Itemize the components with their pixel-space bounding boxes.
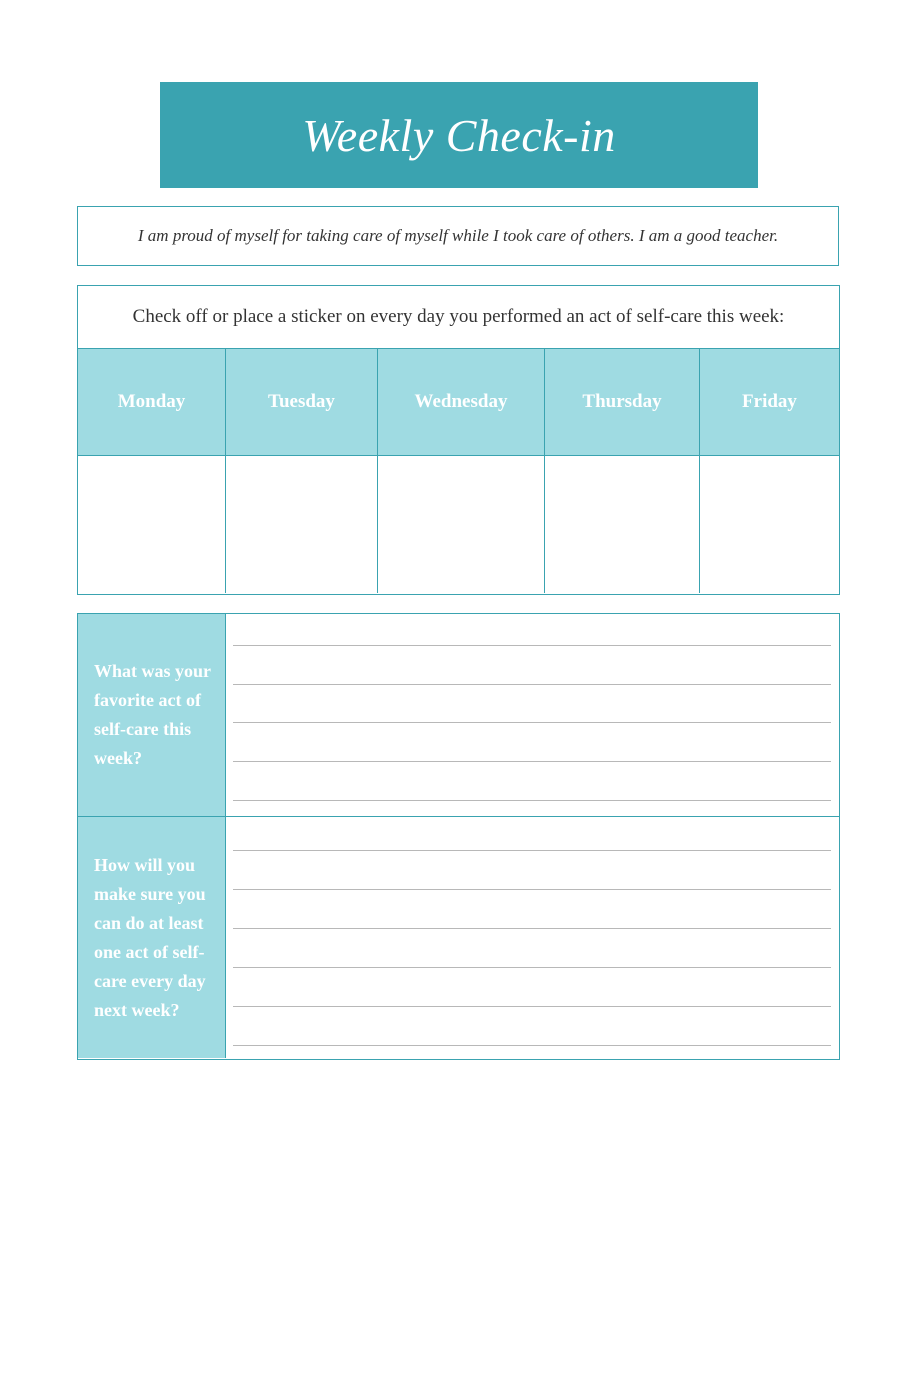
question-label xyxy=(78,614,226,816)
day-label: Thursday xyxy=(582,391,662,412)
writing-line xyxy=(233,850,831,851)
question-label xyxy=(78,817,226,1058)
question-text: How will you make sure you can do at least one act of self-care every day next week? xyxy=(94,854,206,1020)
writing-line xyxy=(233,722,831,723)
writing-line xyxy=(233,928,831,929)
day-label: Monday xyxy=(117,391,186,412)
days-checkbox-row xyxy=(78,456,839,593)
writing-line xyxy=(233,800,831,801)
answer-lines[interactable] xyxy=(226,614,839,816)
affirmation-box xyxy=(77,206,839,266)
writing-line xyxy=(233,1045,831,1046)
day-header-thursday xyxy=(545,349,700,455)
days-header-row xyxy=(78,349,839,456)
day-box-friday[interactable] xyxy=(700,456,839,593)
day-header-monday xyxy=(78,349,226,455)
writing-line xyxy=(233,645,831,646)
page-title: Weekly Check-in xyxy=(302,109,616,161)
writing-line xyxy=(233,684,831,685)
self-care-tracker xyxy=(77,285,840,595)
writing-line xyxy=(233,889,831,890)
day-label: Wednesday xyxy=(414,391,508,412)
day-box-monday[interactable] xyxy=(78,456,226,593)
writing-line xyxy=(233,967,831,968)
answer-lines[interactable] xyxy=(226,817,839,1058)
question-text: What was your favorite act of self-care this week? xyxy=(94,661,211,768)
writing-line xyxy=(233,1006,831,1007)
question-row-next-week xyxy=(78,817,839,1058)
tracker-instruction: Check off or place a sticker on every day you performed an act of self-care this week: xyxy=(78,286,839,349)
affirmation-text: I am proud of myself for taking care of myself while I took care of others. I am a good teacher. xyxy=(137,226,779,245)
day-box-wednesday[interactable] xyxy=(378,456,545,593)
day-header-friday xyxy=(700,349,839,455)
writing-line xyxy=(233,761,831,762)
reflection-questions xyxy=(77,613,840,1060)
title-banner xyxy=(160,82,758,188)
day-label: Tuesday xyxy=(268,391,335,412)
day-box-thursday[interactable] xyxy=(545,456,700,593)
question-row-favorite xyxy=(78,614,839,817)
day-label: Friday xyxy=(742,391,797,412)
day-header-wednesday xyxy=(378,349,545,455)
day-header-tuesday xyxy=(226,349,378,455)
day-box-tuesday[interactable] xyxy=(226,456,378,593)
